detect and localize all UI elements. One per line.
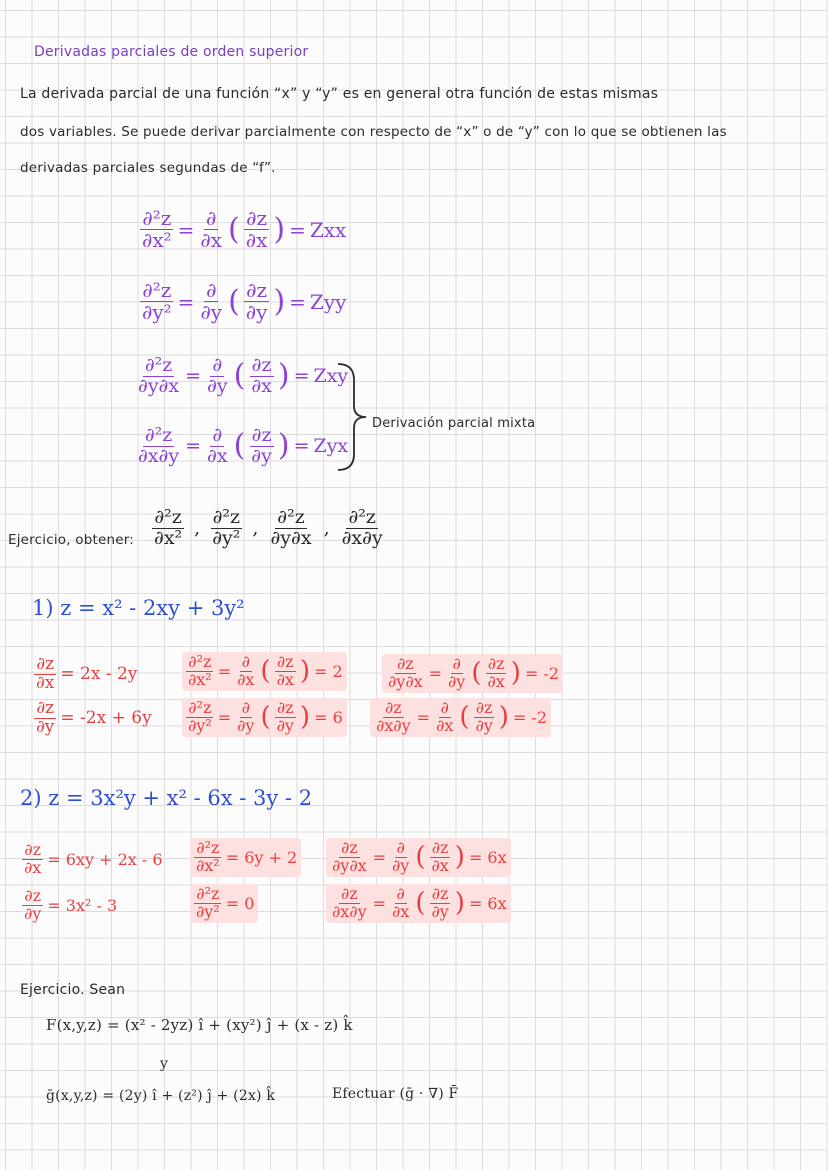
vector-field-f: F(x,y,z) = (x² - 2yz) î + (xy²) ĵ + (x - z) k̂ (46, 1016, 353, 1034)
problem-1-dxy: $\frac{\partial z}{\partial x\partial y}$ = $\frac{\partial}{\partial x}$ ( $\frac{\partial z}{\partial y}$ ) = -2 (370, 698, 551, 737)
exercise-terms: $\frac{\text{∂²z}}{\text{∂x²}}$ , $\frac{\text{∂²z}}{\text{∂y²}}$ , $\frac{\text{∂²z}}{\partial y\partial x}$ , $\frac{\text{∂²z}}{\partial x\partial y}$ (154, 506, 383, 549)
intro-line-3: derivadas parciales segundas de “f”. (20, 160, 276, 176)
problem-1-dyx: $\frac{\partial z}{\partial y\partial x}$ = $\frac{\partial}{\partial y}$ ( $\frac{\partial z}{\partial x}$ ) = -2 (382, 654, 563, 693)
problem-1-statement: 1) z = x² - 2xy + 3y² (32, 596, 245, 620)
problem-2-dzdy: $\frac{\partial z}{\partial y}$ = 3x² - 3 (24, 886, 118, 923)
problem-2-dyx: $\frac{\partial z}{\partial y\partial x}$ = $\frac{\partial}{\partial y}$ ( $\frac{\partial z}{\partial x}$ ) = 6x (326, 838, 511, 877)
exercise-label: Ejercicio, obtener: (8, 532, 134, 548)
vector-field-g: ḡ(x,y,z) = (2y) î + (z²) ĵ + (2x) k̂ (46, 1088, 276, 1104)
definition-zyx: $\frac{\text{∂²z}}{\partial x\partial y}$ = $\frac{\partial}{\partial x}$ ( $\frac{\partial z}{\partial y}$ ) = Zyx (138, 424, 349, 467)
problem-2-dxx: $\frac{\text{∂²z}}{\text{∂x²}}$ = 6y + 2 (190, 838, 301, 877)
exercise-2-task: Efectuar (ḡ · ∇) F̄ (332, 1086, 459, 1102)
problem-2-dxy: $\frac{\partial z}{\partial x\partial y}$ = $\frac{\partial}{\partial x}$ ( $\frac{\partial z}{\partial y}$ ) = 6x (326, 884, 511, 923)
intro-line-1: La derivada parcial de una función “x” y “y” es en general otra función de estas mismas (20, 86, 659, 102)
problem-1-dxx: $\frac{\text{∂²z}}{\text{∂x²}}$ = $\frac{\partial}{\partial x}$ ( $\frac{\partial z}{\partial x}$ ) = 2 (182, 652, 347, 691)
page-title: Derivadas parciales de orden superior (34, 44, 309, 60)
problem-1-dzdy: $\frac{\partial z}{\partial y}$ = -2x + 6y (36, 698, 152, 737)
problem-1-dyy: $\frac{\text{∂²z}}{\text{∂y²}}$ = $\frac{\partial}{\partial y}$ ( $\frac{\partial z}{\partial y}$ ) = 6 (182, 698, 347, 737)
problem-2-dyy: $\frac{\text{∂²z}}{\text{∂y²}}$ = 0 (190, 884, 258, 923)
exercise-2-label: Ejercicio. Sean (20, 982, 126, 998)
definition-zxx: $\frac{\text{∂²z}}{\text{∂x²}}$ = $\frac{\partial}{\partial x}$ ( $\frac{\partial z}{\partial x}$ ) = Zxx (142, 206, 347, 252)
right-brace-icon (334, 360, 374, 474)
definition-zyy: $\frac{\text{∂²z}}{\text{∂y²}}$ = $\frac{\partial}{\partial y}$ ( $\frac{\partial z}{\partial y}$ ) = Zyy (142, 278, 347, 324)
problem-2-statement: 2) z = 3x²y + x² - 6x - 3y - 2 (20, 786, 313, 810)
problem-1-dzdx: $\frac{\partial z}{\partial x}$ = 2x - 2y (36, 654, 138, 693)
problem-2-dzdx: $\frac{\partial z}{\partial x}$ = 6xy + 2x - 6 (24, 840, 163, 877)
definition-zxy: $\frac{\text{∂²z}}{\partial y\partial x}$ = $\frac{\partial}{\partial y}$ ( $\frac{\partial z}{\partial x}$ ) = Zxy (138, 354, 349, 397)
conjunction-y: y (160, 1056, 169, 1072)
intro-line-2: dos variables. Se puede derivar parcialmente con respecto de “x” o de “y” con lo que se obtienen las (20, 124, 727, 140)
mixed-derivative-label: Derivación parcial mixta (372, 416, 536, 431)
